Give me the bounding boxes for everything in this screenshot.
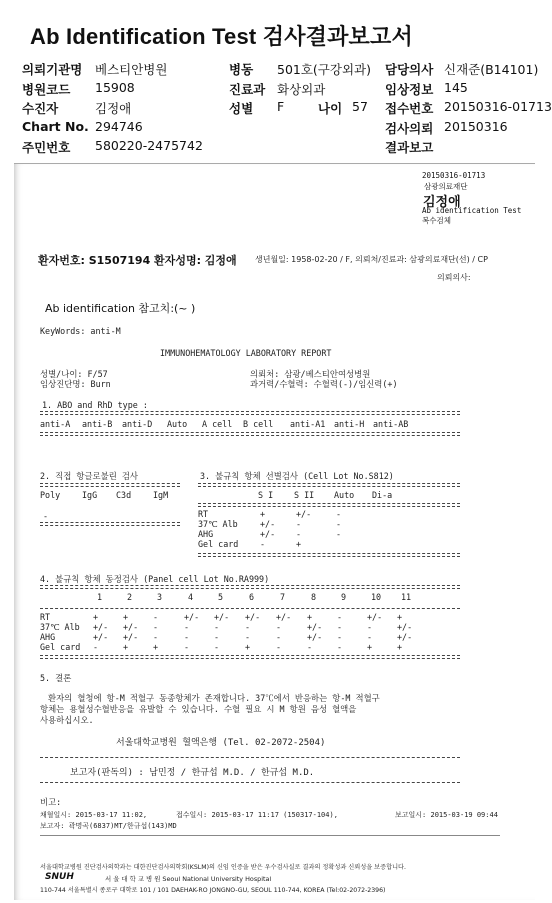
screen-value: - [336,529,342,539]
panel-column: 1 [97,592,103,602]
lab-title: IMMUNOHEMATOLOGY LABORATORY REPORT [160,348,332,358]
header-label: 결과보고 [385,140,434,155]
divider [40,757,460,758]
panel-column: 10 [371,592,382,602]
divider [198,483,460,487]
panel-value: - [276,622,282,632]
panel-value: - [367,622,373,632]
panel-column: 11 [401,592,412,602]
reporter: 보고자(판독의) : 남민정 / 한규섭 M.D. / 한규섭 M.D. [70,768,315,778]
sex-age: 성별/나이: F/57 [40,369,108,379]
panel-value: +/- [93,632,109,642]
screen-column: Auto [334,490,355,500]
dat-column: IgM [153,490,169,500]
stamp-line1: 20150316-01713 [422,171,486,180]
screen-column: S II [294,490,315,500]
header-label: 병원코드 [22,81,71,97]
header-label: 담당의사 [385,62,434,77]
panel-column: 6 [249,592,255,602]
panel-value: +/- [276,612,292,622]
s3-title: 3. 불규칙 항체 선별검사 (Cell Lot No.S812) [200,471,394,481]
panel-value: +/- [123,622,139,632]
panel-value: +/- [307,632,323,642]
screen-value: +/- [296,509,312,519]
panel-value: - [153,632,159,642]
screen-row-label: Gel card [198,539,239,549]
panel-value: - [337,612,343,622]
keywords: KeyWords: anti-M [40,326,121,336]
abo-column: anti-D [122,419,153,429]
age-value: 57 [352,99,368,114]
panel-row-label: 37℃ Alb [40,622,80,632]
panel-column: 5 [218,592,224,602]
panel-value: +/- [184,612,200,622]
divider [40,782,460,783]
divider [40,411,460,415]
divider [40,655,460,659]
divider [40,522,180,526]
panel-value: - [153,612,159,622]
panel-value: +/- [93,622,109,632]
header-label: 병동 [229,62,254,77]
header-value: 145 [444,79,468,95]
panel-value: - [337,632,343,642]
stamp-name: 김정애 [423,195,461,210]
abo-column: anti-A1 [290,419,326,429]
draw-time: 채혈일시: 2015-03-17 11:02, [40,811,148,819]
panel-value: - [184,622,190,632]
panel-value: - [276,632,282,642]
panel-column: 7 [280,592,286,602]
snuh-logo: SNUH [45,872,74,882]
patient-id-line: 환자번호: S1507194 환자성명: 김정애 [38,254,237,267]
panel-value: - [153,622,159,632]
panel-value: - [367,632,373,642]
reporter2: 보고자: 곽명곡(6837)MT/한규섭(143)MD [40,822,177,830]
panel-value: +/- [245,612,261,622]
header-value: 김정애 [95,101,132,116]
screen-value: +/- [260,529,276,539]
panel-value: + [367,642,373,652]
panel-value: - [214,632,220,642]
header-value: 화상외과 [277,81,326,97]
abo-column: anti-H [334,419,365,429]
abo-column: B cell [243,419,274,429]
panel-value: + [93,612,99,622]
abo-column: anti-A [40,419,71,429]
dat-value: - [43,511,49,521]
screen-row-label: AHG [198,529,214,539]
footer-note: 서울대학교병원 진단검사의학과는 대한진단검사의학회(KSLM)의 신임 인증을 받은 우수검사실로 결과의 정확성과 신뢰성을 보증합니다. [40,864,406,871]
divider [40,835,500,836]
screen-value: - [296,519,302,529]
panel-column: 2 [127,592,133,602]
panel-column: 8 [311,592,317,602]
header-label: 주민번호 [22,140,71,155]
panel-value: +/- [123,632,139,642]
panel-value: - [93,642,99,652]
abo-column: anti-AB [373,419,409,429]
report-title: Ab Identification Test 검사결과보고서 [30,24,413,49]
panel-value: - [184,642,190,652]
divider [198,503,460,507]
dat-column: Poly [40,490,61,500]
panel-value: +/- [367,612,383,622]
header-value: F [277,99,285,114]
age-label: 나이 [318,101,343,116]
panel-column: 9 [341,592,347,602]
panel-value: +/- [397,632,413,642]
header-value: 20150316-01713 [444,99,552,114]
panel-value: - [214,642,220,652]
s2-title: 2. 직접 항글로불린 검사 [40,471,139,481]
screen-value: - [260,539,266,549]
ab-heading: Ab identification 참고치:(~ ) [45,302,196,315]
panel-column: 4 [188,592,194,602]
panel-value: +/- [397,622,413,632]
panel-value: - [184,632,190,642]
s5-title: 5. 결론 [40,673,72,683]
screen-row-label: 37℃ Alb [198,519,238,529]
screen-column: Di-a [372,490,393,500]
stamp-line4: 복수검체 [422,216,451,225]
conclusion-line2: 항체는 용혈성수혈반응을 유발할 수 있습니다. 수혈 필요 시 M 항원 음성 혈액을 [40,704,357,714]
header-value: 베스티안병원 [95,62,168,77]
diagnosis: 임상진단명: Burn [40,379,111,389]
header-label: 수진자 [22,101,59,116]
history: 과거력/수혈력: 수혈력(-)/임신력(+) [250,379,398,389]
footer-address: 110-744 서울특별시 종로구 대학로 101 / 101 DAEHAK-RO JONGNO-GU, SEOUL 110-744, KOREA (Tel:02-2072-2396) [40,887,386,894]
divider [40,432,460,436]
panel-value: + [397,642,403,652]
screen-value: + [260,509,266,519]
panel-value: - [307,642,313,652]
doctor-label: 의뢰의사: [437,273,471,282]
conclusion-line3: 사용하십시오. [40,715,94,725]
dat-column: IgG [82,490,98,500]
panel-value: - [337,622,343,632]
panel-value: - [245,632,251,642]
panel-value: + [397,612,403,622]
header-value: 신재준(B14101) [444,62,539,77]
header-label: 진료과 [229,81,266,97]
divider [40,608,460,609]
panel-value: + [153,642,159,652]
panel-value: + [245,642,251,652]
divider [198,553,460,557]
panel-value: + [307,612,313,622]
report-time: 보고일시: 2015-03-19 09:44 [395,811,498,819]
header-value: 580220-2475742 [95,138,203,153]
panel-value: - [214,622,220,632]
panel-value: - [276,642,282,652]
divider [40,585,460,589]
screen-value: - [336,509,342,519]
panel-value: - [337,642,343,652]
header-value: 501호(구강외과) [277,62,371,77]
note-label: 비고: [40,797,62,807]
panel-value: + [123,642,129,652]
header-value: 20150316 [444,118,508,134]
screen-value: + [296,539,302,549]
screen-column: S I [258,490,274,500]
header-label: Chart No. [22,118,89,134]
header-label: 임상정보 [385,81,434,97]
abo-column: A cell [202,419,233,429]
divider [40,483,180,487]
panel-row-label: AHG [40,632,56,642]
screen-value: - [296,529,302,539]
panel-column: 3 [157,592,163,602]
screen-value: +/- [260,519,276,529]
stamp-line3: Ab identification Test [422,206,522,215]
panel-value: + [123,612,129,622]
dat-column: C3d [116,490,132,500]
header-label: 검사의뢰 [385,120,434,136]
abo-column: Auto [167,419,188,429]
footer-hospital: 서 울 대 학 교 병 원 Seoul National University Hospital [105,875,272,883]
s4-title: 4. 불규칙 항체 동정검사 (Panel cell Lot No.RA999) [40,574,270,584]
stamp-line2: 삼광의료재단 [424,182,468,191]
panel-value: +/- [307,622,323,632]
panel-row-label: RT [40,612,51,622]
conclusion-line1: 환자의 혈청에 항-M 적혈구 동종항체가 존재합니다. 37℃에서 반응하는 항-M 적혈구 [48,693,380,703]
requester: 의뢰처: 삼광/베스티안여성병원 [250,369,371,379]
screen-row-label: RT [198,509,209,519]
panel-value: +/- [214,612,230,622]
panel-row-label: Gel card [40,642,81,652]
header-value: 15908 [95,79,135,95]
panel-value: - [245,622,251,632]
header-label: 의뢰기관명 [22,62,83,77]
screen-value: - [336,519,342,529]
s1-title: 1. ABO and RhD type : [42,400,148,410]
blood-bank: 서울대학교병원 혈액은행 (Tel. 02-2072-2504) [116,738,326,748]
receive-time: 접수일시: 2015-03-17 11:17 (150317-104), [176,811,338,819]
abo-column: anti-B [82,419,113,429]
header-label: 성별 [229,101,254,116]
header-label: 접수번호 [385,101,434,116]
header-value: 294746 [95,118,143,134]
patient-extra: 생년월일: 1958-02-20 / F, 의뢰처/진료과: 삼광의료재단(선) / CP [255,255,488,264]
